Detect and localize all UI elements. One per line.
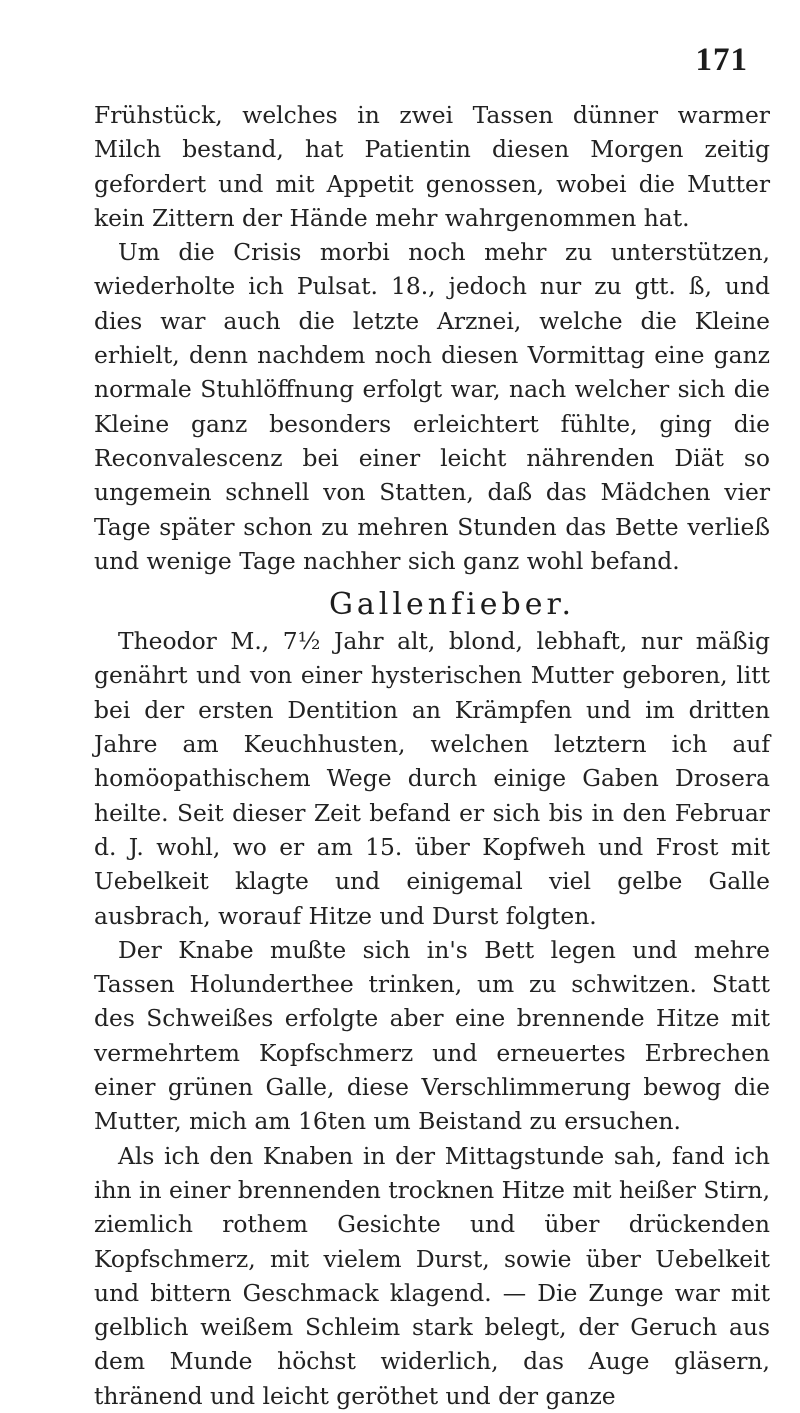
paragraph-3: Theodor M., 7½ Jahr alt, blond, lebhaft, nur mäßig genährt und von einer hysterischen Mutter geboren, litt bei der ersten Dentition an Krämpfen und im dritten Jahre am Keuchhusten, welchen letztern ich auf homöopathischem Wege durch einige Gaben Drosera heilte. Seit dieser Zeit befand er sich bis in den Februar d. J. wohl, wo er am 15. über Kopfweh und Frost mit Uebelkeit klagte und einigemal viel gelbe Galle ausbrach, worauf Hitze und Durst folgten.	[94, 627, 770, 930]
paragraph-1: Frühstück, welches in zwei Tassen dünner warmer Milch bestand, hat Patientin diesen Morgen zeitig gefordert und mit Appetit genossen, wobei die Mutter kein Zittern der Hände mehr wahrgenommen hat.	[94, 101, 770, 232]
paragraph-5: Als ich den Knaben in der Mittagstunde sah, fand ich ihn in einer brennenden trocknen Hitze mit heißer Stirn, ziemlich rothem Gesichte und über drückenden Kopfschmerz, mit vielem Durst, sowie über Uebelkeit und bittern Geschmack klagend. — Die Zunge war mit gelblich weißem Schleim stark belegt, der Geruch aus dem Munde höchst widerlich, das Auge gläsern, thränend und leicht geröthet und der ganze	[94, 1141, 770, 1410]
page-number: 171	[695, 42, 748, 78]
paragraph-2: Um die Crisis morbi noch mehr zu unterstützen, wiederholte ich Pulsat. 18., jedoch nur zu gtt. ß, und dies war auch die letzte Arznei, welche die Kleine erhielt, denn nachdem noch diesen Vormittag eine ganz normale Stuhlöffnung erfolgt war, nach welcher sich die Kleine ganz besonders erleichtert fühlte, ging die Reconvalescenz bei einer leicht nährenden Diät so ungemein schnell von Statten, daß das Mädchen vier Tage später schon zu mehren Stunden das Bette verließ und wenige Tage nachher sich ganz wohl befand.	[94, 238, 770, 575]
section-heading: Gallenfieber.	[328, 587, 576, 623]
paragraph-4: Der Knabe mußte sich in's Bett legen und mehre Tassen Holunderthee trinken, um zu schwitzen. Statt des Schweißes erfolgte aber eine brennende Hitze mit vermehrtem Kopfschmerz und erneuertes Erbrechen einer grünen Galle, diese Verschlimmerung bewog die Mutter, mich am 16ten um Beistand zu ersuchen.	[94, 935, 770, 1136]
document-body	[94, 98, 770, 1413]
